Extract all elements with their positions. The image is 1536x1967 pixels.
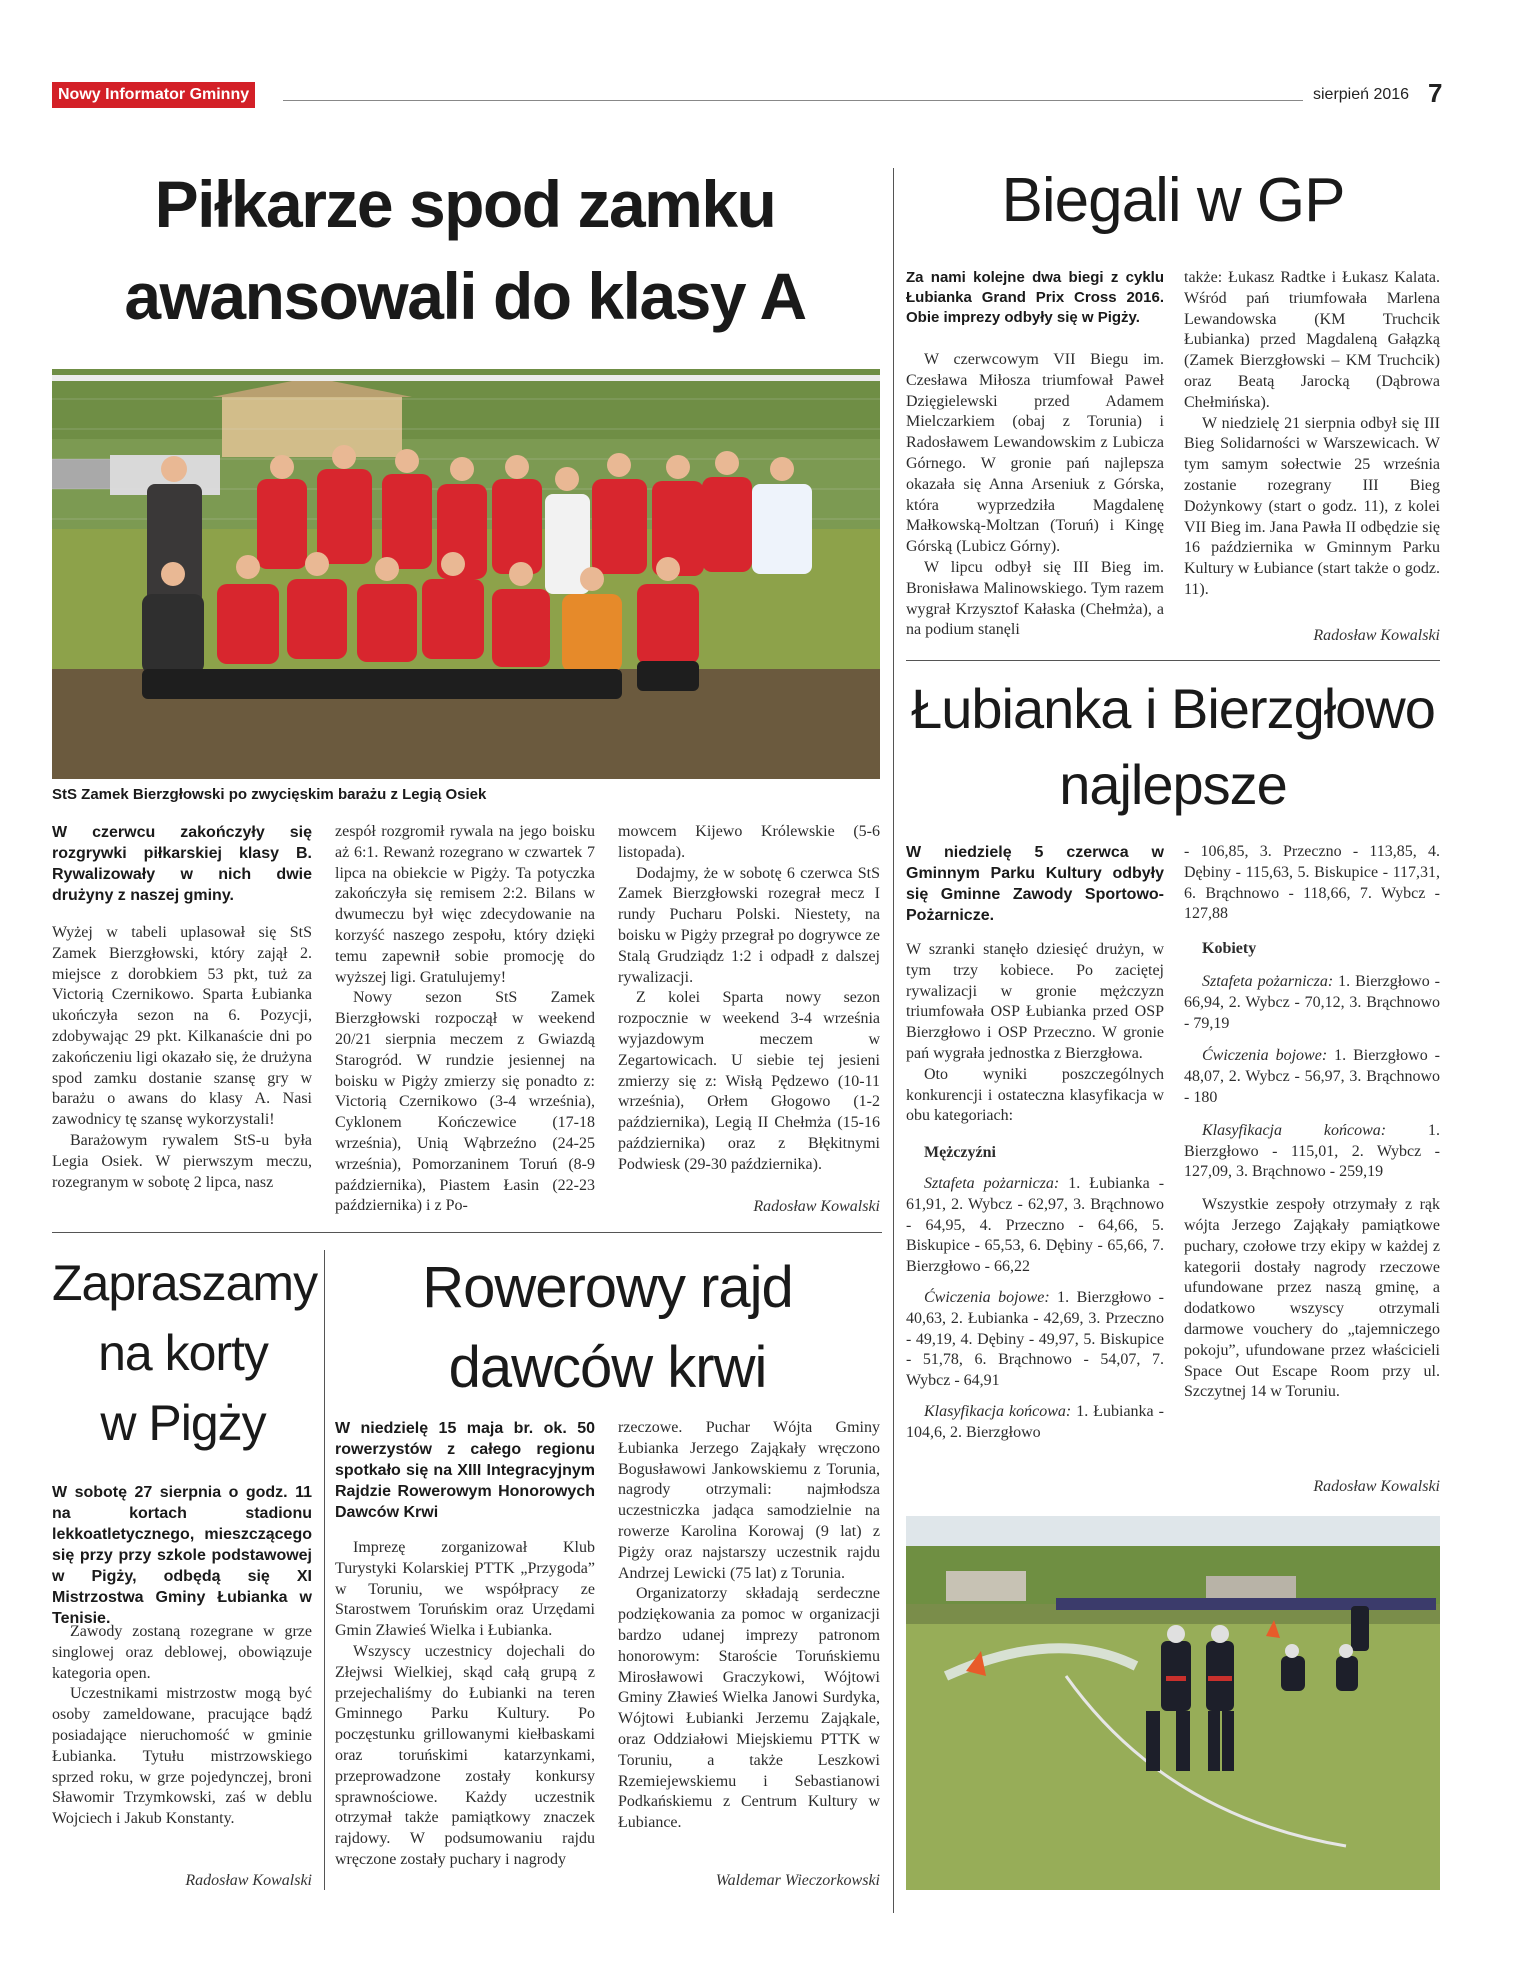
article2-title: Biegali w GP [1001,166,1345,235]
article1-paragraph: Wyżej w tabeli uplasował się StS Zamek Bierzgłowski, który zajął 2. miejsce z dorobkiem 53 pkt, tuż za Victorią Czernikowo. Sparta Łubianka ukończyła sezon na 6. Pozycji, zdobywając 29 pkt. Kilkanaście dni po zakończeniu ligi okazało się, że drużyna spod zamku dostanie szansę gry w barażu o awans do klasy A. Nasi zawodnicy tę szansę wykorzystali! [52,924,312,1129]
article1-paragraph: Dodajmy, że w sobotę 6 czerwca StS Zamek Bierzgłowski rozegrał mecz I rundy Pucharu Polski. Niestety, na boisku w Pigży przegrał po dogrywce ze Stalą Grudziądz 1:2 i odpadł z dalszej rywalizacji. [618,864,880,986]
article3-column-2 [1184,842,1440,1403]
article4-body [52,1622,312,1830]
article5-lead: W niedzielę 15 maja br. ok. 50 rowerzystów z całego regionu spotkało się na XIII Integracyjnym Rajdzie Rowerowym Honorowych Dawców Krwi [335,1420,595,1521]
section-divider-right [906,660,1440,661]
women-relay-values: 1. Bierzgłowo - 66,94, 2. Wybcz - 70,12, 3. Brąchnowo - 79,19 [1184,972,1440,1032]
article2-paragraph: W niedzielę 21 sierpnia odbył się III Bieg Solidarności w Warszewicach. W tym samym sołectwie 25 września zostanie rozegrany III Bieg Dożynkowy (start o godz. 11), z kolei VII Bieg im. Jana Pawła II odbędzie się 16 października w Gminnym Parku Kultury w Łubiance (start także o godz. 11). [1184,414,1440,598]
article1-column-3 [618,822,880,1176]
article1-paragraph: Nowy sezon StS Zamek Bierzgłowski rozpoczął w weekend 20/21 sierpnia meczem z Gwiazdą Starogród. W rundzie jesiennej na boisku w Pigży zmierzy się ponadto z: Victorią Czernikowo (3-4 września), Cyklonem Kończewice (17-18 września), Unią Wąbrzeźno (24-25 września), Pomorzaninem Toruń (8-9 października), Piastem Łasin (22-23 października) i z Po- [335,989,595,1215]
article5-paragraph: rzeczowe. Puchar Wójta Gminy Łubianka Jerzego Zająkały wręczono Bogusławowi Jankowskiemu z Torunia, nagrody otrzymali: najmłodsza uczestniczka jadąca samodzielnie na rowerze Karolina Korowaj (9 lat) z Pigży oraz najstarszy uczestnik rajdu Andrzej Lewicki (75 lat) z Torunia. [618,1419,880,1582]
women-combat-values: 1. Bierzgłowo - 48,07, 2. Wybcz - 56,97, 3. Brąchnowo - 180 [1184,1047,1440,1106]
men-relay-result [906,1174,1164,1278]
article3-closing: Wszystkie zespoły otrzymały z rąk wójta Jerzego Zająkały pamiątkowe puchary, czołowe trzy ekipy w każdej z kategorii dostały nagrody rzeczowe ufundowane przez naszą gminę, a dodatkowo wszyscy otrzymali darmowe vouchery do „tajemniczego pokoju”, ufundowane przez właścicieli Space Out Escape Room przy ul. Szczytnej 14 w Toruniu. [1184,1196,1440,1401]
article1-author: Radosław Kowalski [753,1198,880,1215]
article1-column-2 [335,822,595,1217]
article5-column-1 [335,1538,595,1871]
women-final-result [1184,1121,1440,1183]
women-combat-label: Ćwiczenia bojowe: [1202,1047,1328,1065]
article1-paragraph: mowcem Kijewo Królewskie (5-6 listopada). [618,823,880,861]
article1-lead: W czerwcu zakończyły się rozgrywki piłkarskiej klasy B. Rywalizowały w nich dwie drużyny z naszej gminy. [52,824,312,904]
article2-author: Radosław Kowalski [1313,627,1440,644]
article4-title-line2: na korty [98,1325,268,1381]
article3-author: Radosław Kowalski [1313,1478,1440,1495]
article4-lead: W sobotę 27 sierpnia o godz. 11 na kortach stadionu lekkoatletycznego, mieszczącego się przy przy szkole podstawowej w Pigży, odbędą się XI Mistrzostwa Gminy Łubianka w Tenisie. [52,1484,312,1627]
article2-paragraph: W lipcu odbył się III Bieg im. Bronisława Malinowskiego. Tym razem wygrał Krzysztof Kałaska (Chełmża), a na podium stanęli [906,558,1164,639]
team-photo-caption: StS Zamek Bierzgłowski po zwycięskim barażu z Legią Osiek [52,786,487,803]
men-final-values: 1. Łubianka - 104,6, 2. Bierzgłowo [906,1402,1164,1441]
article2-paragraph: także: Łukasz Radtke i Łukasz Kalata. Wśród pań triumfowała Marlena Lewandowska (KM Truchcik Łubianka) przed Magdaleną Gałązką (Zamek Bierzgłowski – KM Truchcik) oraz Beatą Jarocką (Dąbrowa Chełmińska). [1184,269,1440,411]
women-combat-result [1184,1046,1440,1108]
men-final-label: Klasyfikacja końcowa: [924,1402,1072,1420]
article5-author: Waldemar Wieczorkowski [715,1872,880,1889]
article3-paragraph: W szranki stanęło dziesięć drużyn, w tym trzy kobiece. Po zaciętej rywalizacji w gronie mężczyzn triumfowała OSP Łubianka przed OSP Bierzgłowo i OSP Przeczno. W gronie pań wygrała jednostka z Bierzgłowa. [906,941,1164,1062]
article5-paragraph: Imprezę zorganizował Klub Turystyki Kolarskiej PTTK „Przygoda” w Toruniu, we współpracy ze Starostwem Toruńskim oraz Urzędami Gmin Zławieś Wielka i Łubianka. [335,1539,595,1640]
article1-paragraph: Z kolei Sparta nowy sezon rozpocznie w weekend 3-4 września wyjazdowym meczem w Zegartowicach. U siebie tej jesieni zmierzy się z: Wisłą Pędzewo (10-11 września), Orłem Głogowo (1-2 października), Legią II Chełmża (15-16 października) oraz z Błękitnymi Podwiesk (29-30 października). [618,989,880,1173]
article5-title-line1: Rowerowy rajd [422,1255,793,1320]
women-relay-result [1184,972,1440,1034]
article5-paragraph: Organizatorzy składają serdeczne podziękowania za pomoc w organizacji bardzo udanej imprezy patronom honorowym: Staroście Toruńskiemu Mirosławowi Graczykowi, Wójtowi Gminy Zławieś Wielka Janowi Surdyka, Wójtowi Łubianki Jerzemu Zająkale, oraz Oddziałowi Miejskiemu PTTK w Toruniu, a także Leszkowi Rzemiejewskiemu i Sebastianowi Podkańskiemu z Centrum Kultury w Łubiance. [618,1585,880,1832]
men-combat-label: Ćwiczenia bojowe: [924,1288,1050,1306]
women-relay-label: Sztafeta pożarnicza: [1202,972,1334,990]
article5-paragraph: Wszyscy uczestnicy dojechali do Złejwsi Wielkiej, skąd całą grupą z przejechaliśmy do Łubianki na teren Gminnego Parku Kultury. Po poczęstunku grillowanymi kiełbaskami oraz toruńskimi katarzynkami, przeprowadzone zostały konkursy sprawnościowe. Każdy uczestnik otrzymał także pamiątkowy znaczek rajdowy. W podsumowaniu rajdu wręczone zostały puchary i nagrody [335,1642,595,1868]
article4-paragraph: Zawody zostaną rozegrane w grze singlowej oraz deblowej, obowiązuje kategoria open. [52,1623,312,1682]
article3-title-line2: najlepsze [1059,753,1287,816]
article4-title-line3: w Pigży [100,1395,266,1451]
article3-column-1 [906,940,1164,1444]
article3-lead: W niedzielę 5 czerwca w Gminnym Parku Kultury odbyły się Gminne Zawody Sportowo-Pożarnicze. [906,844,1164,924]
article5-column-2 [618,1418,880,1834]
article1-column-1 [52,923,312,1193]
column-divider-main [893,168,894,1913]
article4-paragraph: Uczestnikami mistrzostw mogą być osoby zameldowane, pracujące bądź posiadające nieruchomość w gminie Łubianka. Tytułu mistrzowskiego sprzed roku, w grze pojedynczej, broni Sławomir Trzymkowski, zaś w deblu Wojciech i Jakub Konstanty. [52,1685,312,1828]
article2-column-1 [906,350,1164,641]
men-heading: Mężczyźni [924,1144,996,1162]
article2-lead: Za nami kolejne dwa biegi z cyklu Łubianka Grand Prix Cross 2016. Obie imprezy odbyły się w Pigży. [906,269,1164,326]
men-relay-values: 1. Łubianka - 61,91, 2. Wybcz - 62,97, 3. Brąchnowo - 64,95, 4. Przeczno - 64,66, 5. Biskupice - 65,53, 6. Dębiny - 65,66, 7. Bierzgłowo - 66,22 [906,1174,1165,1276]
men-final-continued: - 106,85, 3. Przeczno - 113,85, 4. Dębiny - 115,63, 5. Biskupice - 117,31, 6. Brąchnowo - 118,66, 7. Wybcz - 127,88 [1184,843,1440,923]
article1-paragraph: Barażowym rywalem StS-u była Legia Osiek. W pierwszym meczu, rozegranym w sobotę 2 lipca, nasz [52,1131,312,1191]
section-divider-left [52,1232,882,1233]
article4-author: Radosław Kowalski [185,1872,312,1889]
article3-paragraph: Oto wyniki poszczególnych konkurencji i ostateczna klasyfikacja w obu kategoriach: [906,1065,1164,1125]
women-heading: Kobiety [1202,940,1257,958]
men-relay-label: Sztafeta pożarnicza: [924,1174,1060,1192]
team-photo [52,369,880,779]
issue-date: sierpień 2016 [1313,86,1410,103]
masthead: Nowy Informator Gminny [52,82,255,108]
article3-title-line1: Łubianka i Bierzgłowo [911,677,1435,740]
header-rule [283,100,1303,101]
article2-column-2 [1184,268,1440,601]
article1-paragraph: zespół rozgromił rywala na jego boisku aż 6:1. Rewanż rozegrano w czwartek 7 lipca na obiekcie w Pigży. Ta potyczka zakończyła się remisem 2:2. Bilans w dwumeczu był więc zdecydowanie na korzyść naszego zespołu, który dzięki temu zapewnił sobie promocję do wyższej ligi. Gratulujemy! [335,823,595,986]
women-final-label: Klasyfikacja końcowa: [1202,1121,1387,1139]
article1-title: Piłkarze spod zamku awansowali do klasy A [124,167,806,333]
men-final-result [906,1402,1164,1444]
article5-title-line2: dawców krwi [448,1335,767,1400]
men-combat-values: 1. Bierzgłowo - 40,63, 2. Łubianka - 42,69, 3. Przeczno - 49,19, 4. Dębiny - 49,97, 5. Biskupice - 51,78, 6. Brąchnowo - 54,07, 7. Wybcz - 64,91 [906,1288,1164,1390]
men-combat-result [906,1288,1164,1392]
page-number: 7 [1428,78,1443,108]
firefighters-photo [906,1516,1440,1890]
women-final-values: 1. Bierzgłowo - 115,01, 2. Wybcz - 127,09, 3. Brąchnowo - 259,19 [1184,1121,1440,1181]
article2-paragraph: W czerwcowym VII Biegu im. Czesława Miłosza triumfował Paweł Dzięgielewski przed Adamem Mielczarkiem (obaj z Torunia) i Radosławem Lewandowskim z Lubicza Górnego. W gronie pań najlepsza okazała się Anna Arseniuk z Górska, która wyprzedziła Magdalenę Małkowską-Moltzan (Toruń) i Kingę Górską (Lubicz Górny). [906,351,1164,556]
article4-title-line1: Zapraszamy [52,1255,318,1311]
column-divider-small [324,1250,325,1890]
